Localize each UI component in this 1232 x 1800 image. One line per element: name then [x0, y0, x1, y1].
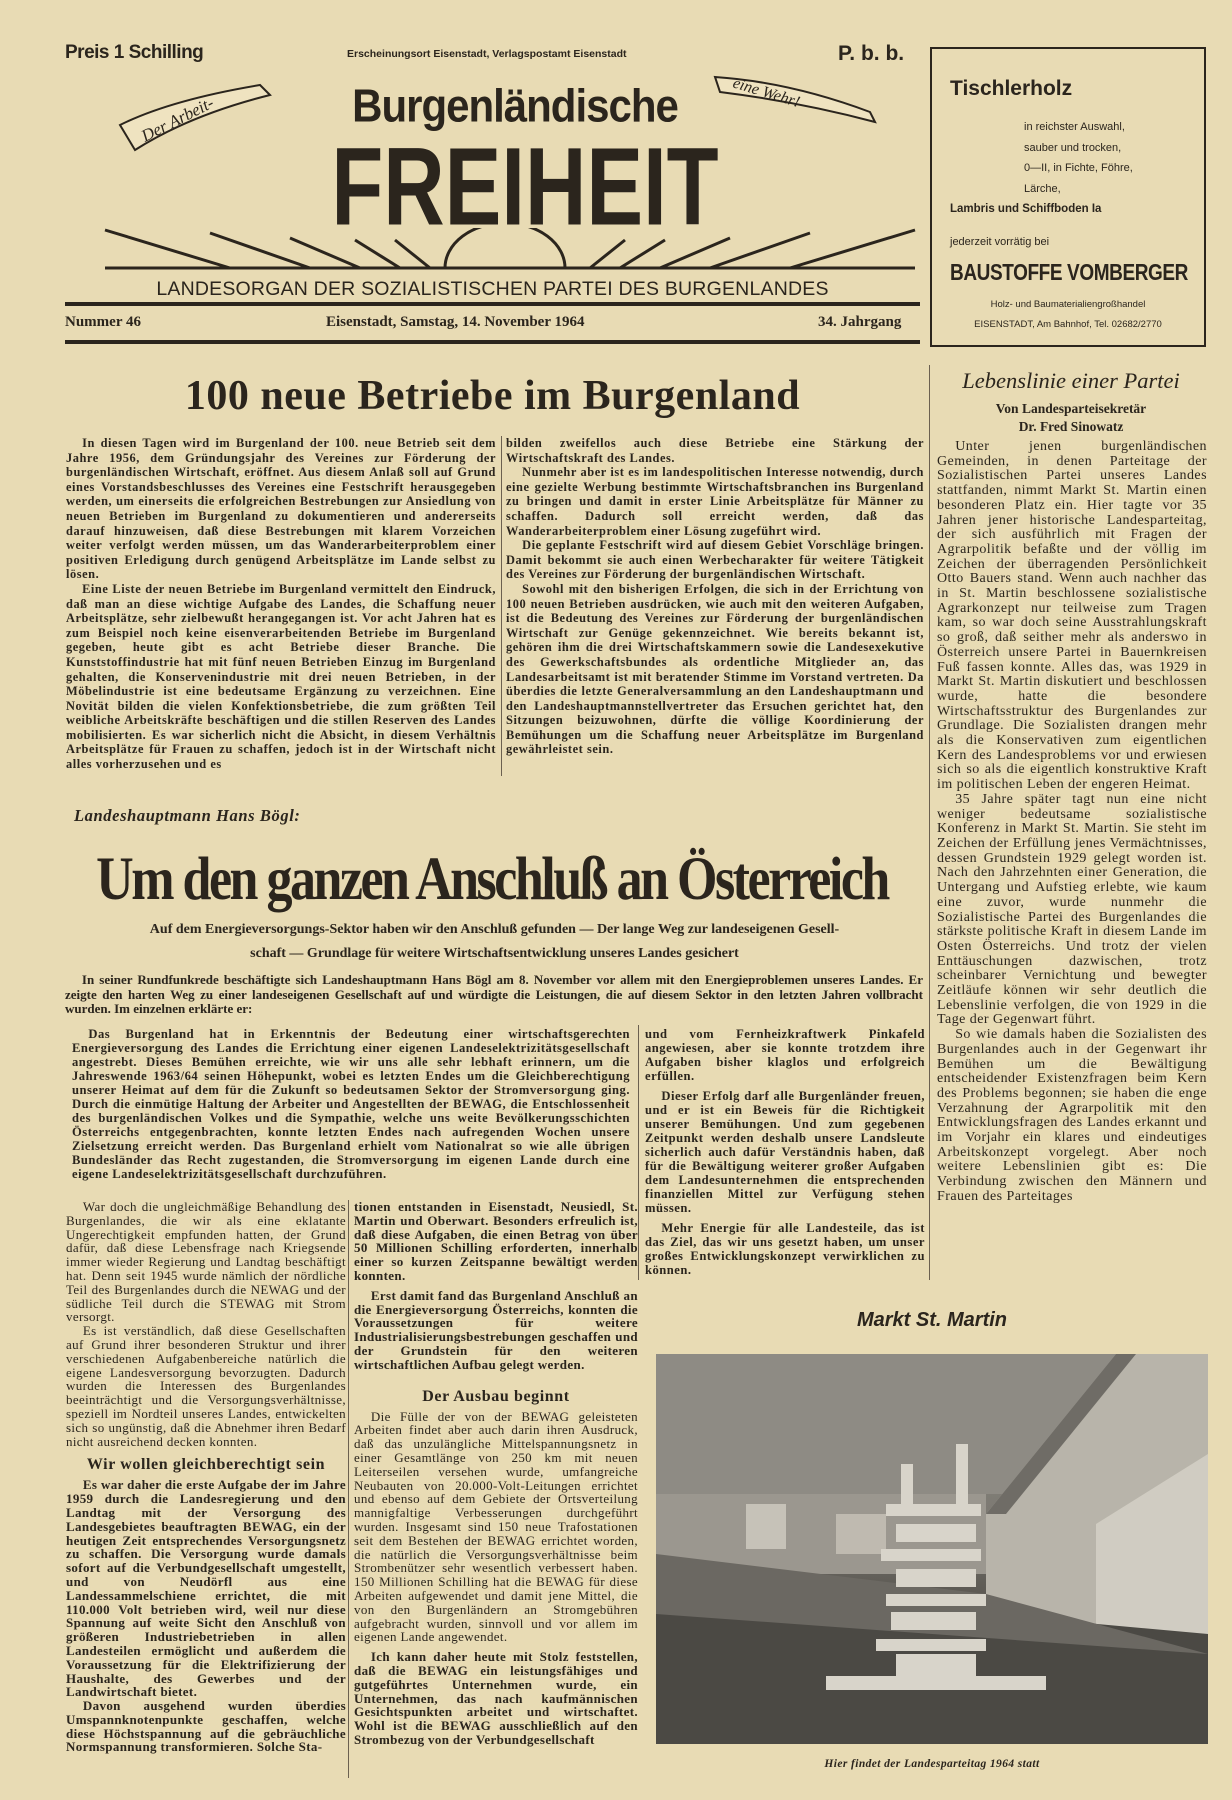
advert-line: in reichster Auswahl,: [1024, 121, 1125, 133]
paragraph: Erst damit fand das Burgenland Anschluß an die Energieversorgung Österreichs, konnten die Voraussetzungen für weitere Industrialisierungsbestrebungen geschaffen und der Grundstein für den weiteren wirtschaftlichen Aufbau gelegt werden.: [354, 1287, 638, 1372]
article-headline: Lebenslinie einer Partei: [962, 368, 1180, 393]
masthead-subtitle: LANDESORGAN DER SOZIALISTISCHEN PARTEI DES BURGENLANDES: [156, 278, 829, 300]
paragraph: tionen entstanden in Eisenstadt, Neusiedl, St. Martin und Oberwart. Besonders erfreulich ist, daß diese Aufgaben, die einen Betrag von über 50 Millionen Schilling erforderten, innerhalb einer so kurzen Zeitspanne bewältigt werden konnten.: [354, 1200, 638, 1283]
advert-company: BAUSTOFFE VOMBERGER: [950, 260, 1189, 286]
ribbon-left-text: Der Arbeit-: [138, 92, 217, 146]
advert-line: 0—II, in Fichte, Föhre,: [1024, 162, 1133, 174]
advert-available: jederzeit vorrätig bei: [950, 236, 1050, 248]
divider: [65, 340, 920, 344]
advert-title: Tischlerholz: [950, 77, 1073, 100]
price: Preis 1 Schilling: [65, 42, 204, 63]
paragraph: bilden zweifellos auch diese Betriebe eine Stärkung der Wirtschaftskraft des Landes.: [506, 436, 924, 465]
advert-line-bold: Lambris und Schiffboden Ia: [950, 203, 1102, 215]
photo-title: Markt St. Martin: [856, 1309, 1008, 1331]
issue-number: Nummer 46: [65, 314, 141, 330]
paragraph: Mehr Energie für alle Landesteile, das ist das Ziel, das wir uns gesetzt haben, um unser großes Entwicklungskonzept verwirklichen zu können.: [645, 1221, 925, 1277]
paragraph: In seiner Rundfunkrede beschäftigte sich Landeshauptmann Hans Bögl am 8. November vor allem mit den Energieproblemen unseres Landes. Er zeigte den harten Weg zu einer landeseigenen Gesellschaft auf und würdigte die Leistungen, die auf diesem Sektor in den letzten Jahren vollbracht wurden. Im einzelnen erklärte er:: [65, 973, 923, 1016]
paragraph: und vom Fernheizkraftwerk Pinkafeld angewiesen, aber sie konnte trotzdem ihre Aufgaben bisher klaglos und erfolgreich erfüllen.: [645, 1027, 925, 1083]
advert-address: EISENSTADT, Am Bahnhof, Tel. 02682/2770: [974, 319, 1162, 330]
masthead-title: FREIHEIT: [331, 125, 719, 249]
paragraph: Das Burgenland hat in Erkenntnis der Bedeutung einer wirtschaftsgerechten Energieversorgung des Landes die Errichtung einer eigenen Landeselektrizitätsgesellschaft angestrebt. Dieses Bemühen erreichte, wie wir uns alle sehr lebhaft erinnern, um die Jahreswende 1963/64 seinen Höhepunkt, wobei es letzten Endes um die Gleichberechtigung unserer Heimat auf dem für die Zukunft so bedeutsamen Sektor der Stromversorgung ging. Durch die einmütige Haltung der Arbeiter und Angestellten der BEWAG, die Entschlossenheit des burgenländischen Volkes und die Sympathie, welche uns weite Bevölkerungsschichten Österreichs entgegenbrachten, konnte letzten Endes nach aufregenden Wochen unsere Zielsetzung erreicht werden. Das Burgenland erhielt vom Nationalrat so wie alle übrigen Bundesländer das Recht zugestanden, die Stromversorgung im eigenen Lande durch eine eigene Landeselektrizitätsgesellschaft durchzuführen.: [72, 1027, 630, 1181]
advert-company-desc: Holz- und Baumaterialiengroßhandel: [990, 299, 1146, 310]
volume: 34. Jahrgang: [818, 314, 902, 330]
column-rule: [501, 436, 502, 776]
article-intro: [65, 973, 923, 1019]
paragraph: Es war daher die erste Aufgabe der im Jahre 1959 durch die Landesregierung und den Landtag mit der Versorgung des Landesgebietes beauftragten BEWAG, ein der heutigen Zeit entsprechendes Versorgungsnetz zu schaffen. Die Versorgung wurde damals sofort auf die Verbundgesellschaft umgestellt, und von Neudörfl aus eine Landessammelschiene errichtet, die mit 110.000 Volt betrieben wird, weil nur diese Spannung auf weite Sicht den Anschluß von größeren Industriebetrieben in allen Landesteilen ermöglicht und außerdem die Voraussetzung für die Elektrifizierung der Haushalte, des Gewerbes und der Landwirtschaft bietet.: [66, 1477, 346, 1700]
column-rule: [638, 1025, 639, 1280]
article-column: [937, 440, 1207, 1278]
postage: P. b. b.: [838, 42, 905, 65]
paragraph: War doch die ungleichmäßige Behandlung des Burgenlandes, die wir als eine eklatante Ungerechtigkeit empfunden hatten, der Grund dafür, daß diese Lebensfrage nach Kriegsende immer wieder Regierung und Landtag beschäftigt hat. Denn seit 1945 wurde nämlich der nördliche Teil des Burgenlandes durch die NEWAG und der südliche Teil durch die STEWAG mit Strom versorgt.: [66, 1200, 346, 1325]
ribbon-left: [110, 80, 290, 160]
divider: [65, 302, 920, 306]
subhead-line: schaft — Grundlage für weitere Wirtschaftsentwicklung unseres Landes gesichert: [250, 946, 739, 961]
paragraph: Sowohl mit den bisherigen Erfolgen, die sich in der Errichtung von 100 neuen Betrieben ausdrücken, wie auch mit den weiteren Aufgaben, ist die Bedeutung des Vereines zur Förderung der burgenländischen Wirtschaft zur Genüge gekennzeichnet. Wie bereits bekannt ist, gehören ihm die drei Wirtschaftskammern sowie die Landesexekutive des Gewerkschaftsbundes als ordentliche Mitglieder an, das Landesarbeitsamt ist mit beratender Stimme im Vorstand vertreten. Da überdies die letzte Generalversammlung an den Landeshauptmann und den Landeshauptmannstellvertreter das Ersuchen gerichtet hat, den Sitzungen beizuwohnen, dürfte die völlige Koordinierung der Bemühungen um die Schaffung neuer Arbeitsplätze im Burgenland gewährleistet sein.: [506, 581, 924, 757]
masthead-title-top: Burgenländische: [352, 79, 678, 132]
article-column: [66, 436, 496, 776]
section-heading: Der Ausbau beginnt: [422, 1387, 570, 1405]
column-rule: [348, 1200, 349, 1778]
paragraph: 35 Jahre später tagt nun eine nicht weniger bedeutsame sozialistische Konferenz in Markt St. Martin. Sie steht im Zeichen der Erfüllung jenes Vermächtnisses, dessen Grundstein 1929 gelegt worden ist. Nach den Jahrzehnten einer Generation, die Untergang und Aufstieg erlebte, wie kaum eine zuvor, wurde nunmehr die Sozialistische Partei des Burgenlandes die stärkste politische Kraft in diesem Lande im Osten Österreichs. Und trotz der vielen Enttäuschungen dazwischen, trotz scheinbarer Vernichtung und bewegter Zeitläufe können wir sehr deutlich die Lebenslinie verfolgen, die von 1929 in die Tage der Gegenwart führt.: [937, 791, 1207, 1028]
photo-image: [656, 1354, 1208, 1744]
paragraph: Eine Liste der neuen Betriebe im Burgenland vermittelt den Eindruck, daß man an diese wichtige Aufgabe des Landes, die Schaffung neuer Arbeitsplätze, sehr zielbewußt herangegangen ist. Vor acht Jahren hat es zum Beispiel noch keine eisenverarbeitenden Betriebe im Burgenland gegeben, heute gibt es acht Betriebe dieser Branche. Die Kunststoffindustrie hat mit fünf neuen Betrieben Einzug im Burgenland gehalten, die Konservenindustrie mit drei neuen Betrieben, in der Möbelindustrie ist eine bedeutsame Ergänzung zu verzeichnen. Eine Novität bilden die vielen Konfektionsbetriebe, die zum größten Teil weibliche Arbeitskräfte beschäftigen und die stillen Reserven des Landes mobilisierten. Es war sicherlich nicht die Absicht, in diesem Verhältnis Arbeitsplätze für Frauen zu schaffen, jedoch ist in der Wirtschaft nicht alles vorherzusehen und es: [66, 581, 496, 772]
advert-line: sauber und trocken,: [1024, 141, 1122, 154]
article-column: [645, 1027, 925, 1282]
paragraph: Die geplante Festschrift wird auf diesem Gebiet Vorschläge bringen. Damit bekommt sie auch einen Werbecharakter für weitere Tätigkeit des Vereines zur Förderung der burgenländischen Wirtschaft.: [506, 538, 924, 582]
advert-box: [930, 47, 1206, 347]
article-column: [354, 1200, 638, 1778]
sunrise-rays-icon: [100, 228, 920, 278]
article-headline: Um den ganzen Anschluß an Österreich: [96, 845, 888, 914]
paragraph: Ich kann daher heute mit Stolz feststellen, daß die BEWAG ein leistungsfähiges und gutgeführtes Unternehmen wurde, ein Unternehmen, das nach kaufmännischen Gesichtspunkten arbeitet und wirtschaftet. Wohl ist die BEWAG ausschließlich auf den Strombezug von der Verbundgesellschaft: [354, 1649, 638, 1747]
paragraph: Unter jenen burgenländischen Gemeinden, in denen Parteitage der Sozialistischen Partei unseres Landes stattfanden, nimmt Markt St. Martin einen besonderen Platz ein. Hier tagte vor 35 Jahren jener historische Landesparteitag, der sich ausführlich mit Fragen der Agrarpolitik befaßte und der völlig im Zeichen der überragenden Persönlichkeit Otto Bauers stand. Wenn auch nachher das in St. Martin beschlossene sozialistische Agrarkonzept nur teilweise zum Tragen kam, so war doch seine Ausstrahlungskraft so groß, daß seither mehr als anderswo in Österreich unsere Partei in Bauernkreisen Fuß fassen konnte. Alles das, was 1929 in Markt St. Martin diskutiert und beschlossen wurde, hatte die besondere Wirtschaftsstruktur des Burgenlandes zur Grundlage. Die Sozialisten drangen mehr als die Konservativen zum eigentlichen Kern des Landesproblems vor und erwiesen sich so als die eigentlich konstruktive Kraft im politischen Leben der engeren Heimat.: [937, 440, 1207, 793]
section-heading: Wir wollen gleichberechtigt sein: [86, 1456, 326, 1474]
paragraph: Es ist verständlich, daß diese Gesellschaften auf Grund ihrer besonderen Struktur und ihrer verschiedenen Aufgabenbereiche natürlich die eigene Landesversorgung bevorzugten. Dadurch wurden die Interessen des Burgenlandes beeinträchtigt und die Versorgungsverhältnisse, speziell im Nordteil unseres Landes, entwickelten sich so ungünstig, daß die Abnehmer ihren Bedarf nicht ausreichend decken konnten.: [66, 1323, 346, 1449]
ribbon-right: [710, 72, 890, 132]
photo-caption: Hier findet der Landesparteitag 1964 statt: [824, 1758, 1040, 1770]
byline: [935, 400, 1207, 436]
byline-line: Dr. Fred Sinowatz: [1018, 419, 1124, 434]
column-rule: [929, 365, 930, 1280]
publication-info: Erscheinungsort Eisenstadt, Verlagspostamt Eisenstadt: [347, 48, 627, 60]
article-column: [506, 436, 924, 776]
paragraph: So wie damals haben die Sozialisten des Burgenlandes auch in der Gegenwart ihr Bemühen um die Bewältigung entscheidender Existenzfragen beim Kern des Problems begonnen; sie haben die enge Verzahnung der Agrarpolitik mit den Entwicklungsfragen des Landes erkannt und im Vorjahr ein klares und eindeutiges Arbeitskonzept vorgelegt. Aber noch weitere Lebenslinien gibt es: Die Verbindung zwischen den Männern und Frauen des Parteitages: [937, 1027, 1207, 1204]
ribbon-right-text: eine Wehr!: [730, 74, 802, 112]
paragraph: Dieser Erfolg darf alle Burgenländer freuen, und er ist ein Beweis für die Richtigkeit unserer Bemühungen. Und zum gegebenen Zeitpunkt werden deshalb unsere Landsleute sicherlich auch dafür Verständnis haben, daß für die Bewältigung weiterer großer Aufgaben dem Landesunternehmen die entsprechenden finanziellen Mittel zur Verfügung stehen müssen.: [645, 1089, 925, 1215]
article-column: [72, 1027, 630, 1187]
paragraph: Davon ausgehend wurden überdies Umspannknotenpunkte geschaffen, welche diese Höchstspannung auf die gebräuchliche Normspannung transformieren. Solche Sta-: [66, 1698, 346, 1755]
paragraph: Nunmehr aber ist es im landespolitischen Interesse notwendig, durch eine gezielte Werbung bestimmte Wirtschaftsbranchen ins Burgenland zu bringen und damit in erster Linie Arbeitsplätze für Männer zu schaffen. Dadurch soll erreicht werden, daß das Wanderarbeiterproblem einer Lösung zugeführt wird.: [506, 465, 924, 538]
article-kicker: Landeshauptmann Hans Bögl:: [74, 806, 301, 825]
byline-line: Von Landesparteisekretär: [995, 401, 1147, 416]
paragraph: In diesen Tagen wird im Burgenland der 100. neue Betrieb seit dem Jahre 1956, dem Gründungsjahr des Vereines zur Förderung der burgenländischen Wirtschaft, eröffnet. Aus diesem Anlaß soll auf Grund eines Vorstandsbeschlusses des Vereines eine Festschrift herausgegeben werden, um einerseits die erfolgreichen Bestrebungen zur Ansiedlung von neuen Betrieben im Burgenland zu dokumentieren und andererseits darauf hinzuweisen, daß diese Bestrebungen mit klarem Vorzeichen weiter verfolgt werden müssen, um das Wanderarbeiterproblem einer positiven Erledigung durch genügend Arbeitsplätze im Lande selbst zu lösen.: [66, 436, 496, 582]
article-column: [66, 1200, 346, 1778]
advert-line: Lärche,: [1024, 182, 1061, 195]
article-subhead: [62, 918, 927, 966]
paragraph: Die Fülle der von der BEWAG geleisteten Arbeiten findet aber auch darin ihren Ausdruck, daß das unzulängliche Mittelspannungsnetz in einer Gesamtlänge von 250 km mit neuen Leiterseilen versehen wurde, umfangreiche Neubauten von 20.000-Volt-Leitungen errichtet und ebenso auf dem Gebiete der Ortsverteilung mannigfaltige Verbesserungen durchgeführt wurden. Insgesamt sind 150 neue Trafostationen seit dem Bestehen der BEWAG errichtet worden, die natürlich die Versorgungsverhältnisse beim Strombenützer sehr wesentlich verbessert haben. 150 Millionen Schilling hat die BEWAG für diese Arbeiten aufgewendet und damit jene Mittel, die von den Burgenländern an Stromgebühren aufgebracht wurden, sinnvoll und vor allem im eigenen Lande angewendet.: [354, 1408, 638, 1645]
article-headline: 100 neue Betriebe im Burgenland: [184, 373, 801, 419]
issue-date: Eisenstadt, Samstag, 14. November 1964: [326, 314, 585, 330]
subhead-line: Auf dem Energieversorgungs-Sektor haben wir den Anschluß gefunden — Der lange Weg zur landeseigenen Gesell-: [149, 922, 840, 937]
